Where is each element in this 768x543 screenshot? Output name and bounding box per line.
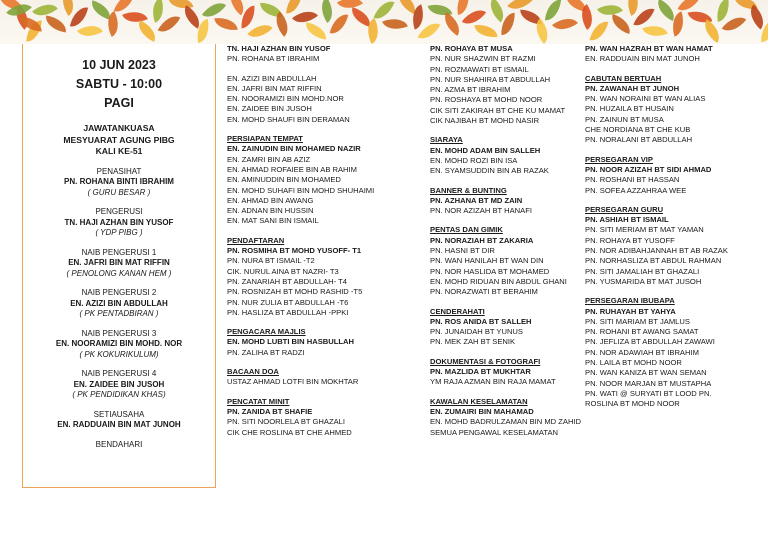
duty-section-member: PN. NUR ZULIA BT ABDULLAH -T6 — [227, 297, 349, 307]
duty-section-member: EN. AHMAD ROFAIEE BIN AB RAHIM — [227, 164, 357, 174]
meeting-day-time: SABTU - 10:00 — [75, 77, 163, 91]
duty-section — [227, 236, 422, 318]
cover-panel — [22, 44, 216, 488]
duty-section — [227, 44, 422, 65]
committee-entry — [23, 167, 215, 199]
duty-section-member: EN. NOORAMIZI BIN MOHD.NOR — [227, 94, 344, 104]
duty-section-heading: DOKUMENTASI & FOTOGRAFI — [430, 356, 541, 366]
committee-member-name: EN. ZAIDEE BIN JUSOH — [73, 379, 165, 389]
duty-section-member: CHE NORDIANA BT CHE KUB — [585, 125, 691, 135]
duty-section-member: PN. SITI NOORLELA BT GHAZALI — [227, 417, 346, 427]
duty-section-member: PN. SITI MERIAM BT MAT YAMAN — [585, 225, 704, 235]
leaf-icon — [699, 19, 725, 43]
committee-role: NAIB PENGERUSI 1 — [81, 247, 157, 257]
duty-section-heading: CABUTAN BERTUAH — [585, 73, 662, 83]
duty-section-heading: SIARAYA — [430, 135, 463, 145]
duty-section-lead: PN. NOOR AZIZAH BT SIDI AHMAD — [585, 164, 712, 174]
duty-section-member: PN. ZANARIAH BT ABDULLAH- T4 — [227, 276, 347, 286]
duty-section-member: PN. ZALIHA BT RADZI — [227, 347, 305, 357]
duty-section-lead: PN. MAZLIDA BT MUKHTAR — [430, 367, 531, 377]
committee-entry — [23, 410, 215, 431]
leaf-icon — [44, 16, 68, 33]
committee-role: NAIB PENGERUSI 2 — [81, 288, 157, 297]
duty-section-member: PN. NOR AZIZAH BT HANAFI — [430, 206, 532, 216]
leaf-icon — [214, 16, 238, 33]
duty-section-member: PN. WAN KANIZA BT WAN SEMAN — [585, 368, 707, 378]
duty-section-member: PN. HUZAILA BT HUSAIN — [585, 104, 674, 114]
duty-section-member: PN. NORAZWATI BT BERAHIM — [430, 287, 538, 297]
committee-position-note: ( PK KOKURIKULUM) — [79, 349, 159, 359]
autumn-leaves-banner — [0, 0, 768, 44]
committee-role: NAIB PENGERUSI 4 — [81, 369, 157, 378]
duty-section-member: PN. NORALANI BT ABDULLAH — [585, 135, 693, 145]
duty-section-member: USTAZ AHMAD LOTFI BIN MOKHTAR — [227, 377, 359, 387]
committee-role: PENASIHAT — [96, 166, 142, 176]
duty-section-member: ROSLINA BT MOHD NOOR — [585, 399, 680, 409]
committee-role: PENGERUSI — [95, 207, 143, 216]
duty-section-lead: EN. ZUMAIRI BIN MAHAMAD — [430, 406, 534, 416]
duty-section-lead: PN. NORAZIAH BT ZAKARIA — [430, 235, 534, 245]
committee-title — [23, 123, 215, 158]
duty-section-lead: PN. ROHAYA BT MUSA — [430, 44, 513, 53]
duty-section-member: PN. ROHAYA BT YUSOFF — [585, 235, 675, 245]
duty-section-member: PN. NUR SHAZWIN BT RAZMI — [430, 54, 536, 64]
committee-member-name: EN. NOORAMIZI BIN MOHD. NOR — [55, 339, 183, 348]
duty-section-heading: CENDERAHATI — [430, 306, 485, 316]
committee-entry — [23, 207, 215, 239]
duty-section-member: PN. SITI JAMALIAH BT GHAZALI — [585, 266, 700, 276]
duty-section — [227, 367, 422, 388]
duty-section-member: EN. MOHD RIDUAN BIN ABDUL GHANI — [430, 276, 567, 286]
duty-section-member: PN. ZAINUN BT MUSA — [585, 114, 664, 124]
duty-section-member: PN. ROSNIZAH BT MOHD RASHID -T5 — [227, 287, 363, 297]
duty-section-member: EN. ZAMRI BIN AB AZIZ — [227, 154, 311, 164]
duty-section-lead: PN. ZAWANAH BT JUNOH — [585, 83, 680, 93]
duty-section-member: PN. MEK ZAH BT SENIK — [430, 337, 516, 347]
duty-section — [430, 225, 590, 297]
meeting-period: PAGI — [104, 96, 134, 110]
duty-section-lead: PN. RUHAYAH BT YAHYA — [585, 306, 676, 316]
leaf-icon — [382, 13, 408, 34]
duty-section-member: PN. NOR HASLIDA BT MOHAMED — [430, 266, 550, 276]
duty-section-heading: PERSEGARAN VIP — [585, 154, 653, 164]
committee-entry — [23, 288, 215, 320]
duty-section-member: PN. ROSHAYA BT MOHD NOOR — [430, 95, 543, 105]
duties-column-2 — [430, 44, 590, 438]
duty-section-member: EN. MOHD BADRULZAMAN BIN MD ZAHID — [430, 417, 582, 427]
leaf-icon — [19, 16, 42, 31]
duty-section-member: PN. HASLIZA BT ABDULLAH -PPKI — [227, 307, 349, 317]
duty-section-member: PN. SITI MARIAM BT JAMLUS — [585, 316, 690, 326]
committee-position-note: ( PK PENDIDIKAN KHAS) — [72, 390, 166, 399]
duty-section-member: CIK NAJIBAH BT MOHD NASIR — [430, 116, 540, 126]
duty-section-heading: PERSIAPAN TEMPAT — [227, 134, 303, 144]
committee-member-name: EN. JAFRI BIN MAT RIFFIN — [68, 258, 170, 267]
duty-section-heading: BACAAN DOA — [227, 367, 279, 377]
committee-title-line: MESYUARAT AGUNG PIBG — [63, 134, 175, 145]
duty-section-member: PN. HASNI BT DIR — [430, 246, 495, 256]
committee-position-note: ( GURU BESAR ) — [87, 187, 151, 197]
leaf-icon — [439, 12, 465, 36]
committee-member-name: TN. HAJI AZHAN BIN YUSOF — [64, 217, 174, 227]
duties-column-1 — [227, 44, 422, 438]
duty-section-member: PN. SOFEA AZZAHRAA WEE — [585, 185, 687, 195]
duty-section-lead: TN. HAJI AZHAN BIN YUSOF — [227, 44, 331, 53]
committee-entry — [23, 329, 215, 361]
duty-section-member: EN. SYAMSUDDIN BIN AB RAZAK — [430, 166, 549, 176]
duty-section — [585, 205, 763, 287]
duty-section-member: EN. AZIZI BIN ABDULLAH — [227, 73, 317, 83]
committee-role: BENDAHARI — [95, 439, 143, 449]
leaf-icon — [609, 14, 634, 34]
duty-section-member: PN. WATI @ SURYATI BT LOOD PN. — [585, 388, 712, 398]
committee-title-line: JAWATANKUASA — [83, 123, 155, 133]
committee-entry — [23, 248, 215, 280]
duty-section-member: PN. NOOR MARJAN BT MUSTAPHA — [585, 378, 712, 388]
committee-position-note: ( YDP PIBG ) — [95, 228, 143, 237]
duty-section-member: EN. RADDUAIN BIN MAT JUNOH — [585, 54, 700, 64]
duty-section-lead: PN. ROSMIHA BT MOHD YUSOFF- T1 — [227, 246, 362, 256]
duty-section-member: EN. MOHD SHAUFI BIN DERAMAN — [227, 114, 350, 124]
duty-section — [430, 135, 590, 176]
duty-section-member: CIK. NURUL AINA BT NAZRI- T3 — [227, 266, 339, 276]
duty-section — [430, 397, 590, 438]
leaf-icon — [642, 21, 668, 42]
duty-section — [227, 74, 422, 125]
duty-section-member: EN. ZAIDEE BIN JUSOH — [227, 104, 312, 114]
duty-section-heading: PENCATAT MINIT — [227, 396, 290, 406]
duty-section-heading: PERSEGARAN GURU — [585, 204, 664, 214]
duty-section-member: PN. ROHANA BT IBRAHIM — [227, 54, 320, 64]
committee-position-note: ( PENOLONG KANAN HEM ) — [66, 268, 172, 278]
committee-title-line: KALI KE-51 — [95, 146, 143, 156]
meeting-date: 10 JUN 2023 — [82, 58, 156, 72]
duty-section-member: PN. NOR ADAWIAH BT IBRAHIM — [585, 347, 699, 357]
duty-section-member: PN. AZMA BT IBRAHIM — [430, 85, 511, 95]
duty-section-member: PN. ROZMAWATI BT ISMAIL — [430, 64, 529, 74]
committee-role: NAIB PENGERUSI 3 — [81, 328, 157, 338]
duty-section-member: PN. NUR SHAHIRA BT ABDULLAH — [430, 74, 551, 84]
leaf-icon — [134, 20, 160, 42]
duty-section-member: YM RAJA AZMAN BIN RAJA MAMAT — [430, 377, 556, 387]
duty-section-lead: PN. WAN HAZRAH BT WAN HAMAT — [585, 44, 713, 53]
duty-section — [585, 296, 763, 409]
duty-section-member: PN. NURA BT ISMAIL -T2 — [227, 256, 315, 266]
duty-section-member: EN. JAFRI BIN MAT RIFFIN — [227, 83, 322, 93]
committee-member-name: EN. AZIZI BIN ABDULLAH — [70, 298, 168, 308]
duty-section-member: PN. NOR ADIBAHJANNAH BT AB RAZAK — [585, 246, 728, 256]
duty-section-heading: PENGACARA MAJLIS — [227, 327, 306, 337]
duty-section-heading: PENTAS DAN GIMIK — [430, 225, 503, 235]
duty-section-heading: KAWALAN KESELAMATAN — [430, 396, 528, 406]
duty-section-member: EN. ADNAN BIN HUSSIN — [227, 206, 314, 216]
duty-section — [585, 74, 763, 146]
committee-entry — [23, 369, 215, 401]
duty-section — [430, 357, 590, 388]
duty-section — [430, 186, 590, 217]
leaf-icon — [304, 22, 328, 39]
duty-section-lead: PN. AZHANA BT MD ZAIN — [430, 195, 523, 205]
committee-position-note: ( PK PENTADBIRAN ) — [79, 309, 159, 318]
duty-section-member: PN. YUSMARIDA BT MAT JUSOH — [585, 276, 702, 286]
duty-section — [227, 327, 422, 358]
leaf-icon — [545, 0, 561, 22]
duty-section — [585, 44, 763, 65]
duty-section-lead: EN. MOHD ADAM BIN SALLEH — [430, 145, 541, 155]
meeting-date-block — [23, 56, 215, 113]
duty-section-lead: PN. ROS ANIDA BT SALLEH — [430, 316, 532, 326]
committee-role: SETIAUSAHA — [93, 409, 145, 419]
duty-section-heading: PENDAFTARAN — [227, 235, 285, 245]
main-committee-list — [23, 167, 215, 451]
duty-section-member: PN. ROHANI BT AWANG SAMAT — [585, 327, 699, 337]
duty-section — [227, 397, 422, 438]
duty-section-member: EN. AMINUDDIN BIN MOHAMED — [227, 175, 341, 185]
duty-section — [585, 155, 763, 196]
duty-section-member: CIK CHE ROSLINA BT CHE AHMED — [227, 427, 352, 437]
duty-section-lead: PN. ZANIDA BT SHAFIE — [227, 406, 313, 416]
duty-section-member: SEMUA PENGAWAL KESELAMATAN — [430, 427, 558, 437]
duty-section-member: EN. MAT SANI BIN ISMAIL — [227, 216, 319, 226]
duty-section-member: PN. NORHASLIZA BT ABDUL RAHMAN — [585, 256, 722, 266]
duty-section-member: PN. JEFLIZA BT ABDULLAH ZAWAWI — [585, 337, 715, 347]
committee-entry — [23, 440, 215, 451]
leaf-icon — [77, 19, 103, 42]
duty-section-member: PN. ROSHANI BT HASSAN — [585, 175, 680, 185]
committee-member-name: PN. ROHANA BINTI IBRAHIM — [64, 177, 174, 186]
duty-section-member: CIK SITI ZAKIRAH BT CHE KU MAMAT — [430, 105, 566, 115]
duty-section-heading: PERSEGARAN IBUBAPA — [585, 296, 675, 306]
duty-section-member: EN. AHMAD BIN AWANG — [227, 195, 314, 205]
duty-section-member: PN. WAN HANILAH BT WAN DIN — [430, 256, 544, 266]
duty-section-member: EN. MOHD SUHAFI BIN MOHD SHUHAIMI — [227, 185, 375, 195]
duty-section-member: PN. WAN NORAINI BT WAN ALIAS — [585, 94, 706, 104]
duty-section — [430, 307, 590, 348]
duty-section-member: PN. JUNAIDAH BT YUNUS — [430, 327, 523, 337]
leaf-icon — [552, 12, 578, 36]
committee-member-name: EN. RADDUAIN BIN MAT JUNOH — [57, 420, 181, 429]
duty-section-lead: EN. ZAINUDIN BIN MOHAMED NAZIR — [227, 144, 361, 154]
duty-section — [430, 44, 590, 126]
leaf-icon — [714, 0, 731, 22]
duty-section-member: PN. LAILA BT MOHD NOOR — [585, 358, 682, 368]
duty-section-heading: BANNER & BUNTING — [430, 185, 507, 195]
duty-section-lead: PN. ASHIAH BT ISMAIL — [585, 215, 669, 225]
leaf-icon — [474, 23, 497, 39]
duty-section-member: EN. MOHD ROZI BIN ISA — [430, 155, 518, 165]
duties-column-3 — [585, 44, 763, 410]
duty-section-lead: EN. MOHD LUBTI BIN HASBULLAH — [227, 337, 354, 347]
duty-section — [227, 134, 422, 227]
